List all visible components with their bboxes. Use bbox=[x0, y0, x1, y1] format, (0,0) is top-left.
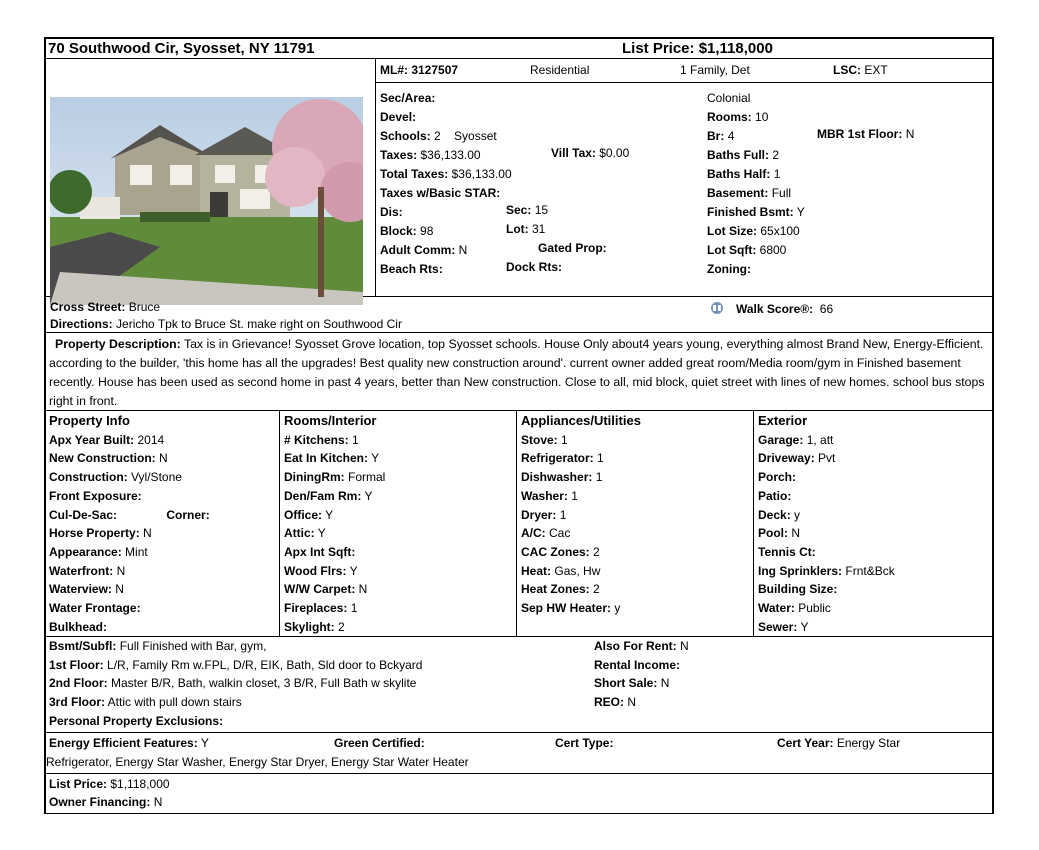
field-kitchens: # Kitchens: 1 bbox=[284, 432, 359, 447]
field-dock-rts: Dock Rts: bbox=[506, 260, 563, 274]
energy-features-list: Refrigerator, Energy Star Washer, Energy Star Dryer, Energy Star Water Heater bbox=[46, 755, 469, 769]
exterior-column bbox=[758, 412, 895, 636]
appliances-column bbox=[521, 412, 641, 618]
field-construction: Construction: Vyl/Stone bbox=[49, 470, 182, 485]
field-ww-carpet: W/W Carpet: N bbox=[284, 582, 368, 597]
field-den-fam-room: Den/Fam Rm: Y bbox=[284, 488, 373, 503]
header-row bbox=[44, 37, 994, 59]
lsc: LSC: EXT bbox=[833, 63, 888, 77]
rooms-interior-column bbox=[284, 412, 385, 636]
field-garage: Garage: 1, att bbox=[758, 432, 834, 447]
field-heat-zones: Heat Zones: 2 bbox=[521, 582, 600, 597]
field-water-frontage: Water Frontage: bbox=[49, 601, 141, 616]
property-type: Residential bbox=[530, 63, 590, 77]
divider bbox=[375, 59, 376, 296]
footer-block bbox=[44, 774, 994, 814]
mls-number: ML#: 3127507 bbox=[380, 63, 459, 77]
rent-list bbox=[594, 637, 689, 712]
field-stove: Stove: 1 bbox=[521, 432, 568, 447]
field-lot-size: Lot Size: 65x100 bbox=[707, 224, 800, 238]
field-porch: Porch: bbox=[758, 470, 797, 485]
address: 70 Southwood Cir, Syosset, NY 11791 bbox=[48, 40, 315, 57]
description-block bbox=[44, 333, 994, 411]
field-bsmt-subfl: Bsmt/Subfl: Full Finished with Bar, gym, bbox=[49, 639, 267, 653]
property-info-column bbox=[49, 412, 210, 636]
field-washer: Washer: 1 bbox=[521, 488, 578, 503]
field-baths-full: Baths Full: 2 bbox=[707, 148, 780, 162]
field-sprinklers: Ing Sprinklers: Frnt&Bck bbox=[758, 563, 895, 578]
field-devel: Devel: bbox=[380, 110, 417, 124]
field-deck: Deck: y bbox=[758, 507, 801, 522]
field-sec: Sec: 15 bbox=[506, 203, 549, 217]
field-lot-sqft: Lot Sqft: 6800 bbox=[707, 243, 787, 257]
energy-block bbox=[44, 733, 994, 774]
field-driveway: Driveway: Pvt bbox=[758, 451, 836, 466]
field-also-for-rent: Also For Rent: N bbox=[594, 639, 689, 653]
field-fireplaces: Fireplaces: 1 bbox=[284, 601, 358, 616]
field-sec-area: Sec/Area: bbox=[380, 91, 436, 105]
field-bulkhead: Bulkhead: bbox=[49, 619, 108, 634]
list-price: List Price: $1,118,000 bbox=[622, 40, 773, 57]
field-baths-half: Baths Half: 1 bbox=[707, 167, 781, 181]
rooms-interior-heading: Rooms/Interior bbox=[284, 413, 377, 428]
listing-sheet bbox=[44, 37, 994, 814]
field-br: Br: 4 bbox=[707, 129, 735, 143]
field-lot: Lot: 31 bbox=[506, 222, 546, 236]
details-columns bbox=[44, 411, 994, 637]
field-new-construction: New Construction: N bbox=[49, 451, 168, 466]
field-rental-income: Rental Income: bbox=[594, 657, 681, 672]
field-taxes-star: Taxes w/Basic STAR: bbox=[380, 186, 501, 200]
field-short-sale: Short Sale: N bbox=[594, 676, 670, 691]
field-office: Office: Y bbox=[284, 507, 334, 522]
field-gated: Gated Prop: bbox=[538, 241, 607, 255]
field-sewer: Sewer: Y bbox=[758, 619, 809, 634]
field-waterfront: Waterfront: N bbox=[49, 563, 126, 578]
field-tennis-ct: Tennis Ct: bbox=[758, 544, 816, 559]
directions: Directions: Jericho Tpk to Bruce St. make right on Southwood Cir bbox=[50, 317, 402, 331]
right-fields bbox=[707, 89, 805, 279]
cross-street: Cross Street: Bruce bbox=[50, 300, 161, 314]
divider bbox=[279, 411, 280, 636]
field-total-taxes: Total Taxes: $36,133.00 bbox=[380, 167, 512, 181]
field-3rd-floor: 3rd Floor: Attic with pull down stairs bbox=[49, 695, 242, 710]
field-mbr-first-floor: MBR 1st Floor: N bbox=[817, 127, 915, 141]
floor-list bbox=[49, 637, 422, 731]
field-water: Water: Public bbox=[758, 601, 831, 616]
field-heat: Heat: Gas, Hw bbox=[521, 563, 601, 578]
field-dis: Dis: bbox=[380, 205, 403, 219]
left-fields bbox=[380, 89, 512, 279]
field-wood-floors: Wood Flrs: Y bbox=[284, 563, 358, 578]
field-beach-rts: Beach Rts: bbox=[380, 262, 443, 276]
field-green-certified: Green Certified: bbox=[334, 736, 425, 750]
property-style: 1 Family, Det bbox=[680, 63, 750, 77]
field-appearance: Appearance: Mint bbox=[49, 544, 148, 559]
field-zoning: Zoning: bbox=[707, 262, 751, 276]
field-ac: A/C: Cac bbox=[521, 526, 571, 541]
field-block: Block: 98 bbox=[380, 224, 434, 238]
field-cul-de-sac: Cul-De-Sac: Corner: bbox=[49, 507, 210, 522]
field-dining-room: DiningRm: Formal bbox=[284, 470, 386, 485]
field-skylight: Skylight: 2 bbox=[284, 619, 345, 634]
divider bbox=[753, 411, 754, 636]
field-front-exposure: Front Exposure: bbox=[49, 488, 142, 503]
field-horse-property: Horse Property: N bbox=[49, 526, 152, 541]
field-int-sqft: Apx Int Sqft: bbox=[284, 544, 356, 559]
footer-owner-financing: Owner Financing: N bbox=[49, 795, 163, 809]
field-dishwasher: Dishwasher: 1 bbox=[521, 470, 603, 485]
field-waterview: Waterview: N bbox=[49, 582, 124, 597]
field-dryer: Dryer: 1 bbox=[521, 507, 567, 522]
walk-score-icon bbox=[708, 301, 726, 318]
top-info-block bbox=[44, 59, 994, 297]
property-description: Property Description: Tax is in Grievance! Syosset Grove location, top Syosset schools. House Only about4 years young, everything almost Brand New, Energy-Efficient. according to the builder, 'this home has all the upgrades! Best quality new construction around'. current owner added great room/Media room/gym in Finished basement recently. House has been used as second home in past 4 years, better than New construction. Close to all, mid block, quiet street with lines of new homes. school bus stops right in front. bbox=[49, 337, 985, 408]
field-basement: Basement: Full bbox=[707, 186, 792, 200]
field-rooms: Rooms: 10 bbox=[707, 110, 769, 124]
field-style: Colonial bbox=[707, 91, 751, 105]
field-pool: Pool: N bbox=[758, 526, 801, 541]
field-refrigerator: Refrigerator: 1 bbox=[521, 451, 604, 466]
field-finished-bsmt: Finished Bsmt: Y bbox=[707, 205, 805, 219]
field-patio: Patio: bbox=[758, 488, 792, 503]
divider bbox=[516, 411, 517, 636]
divider bbox=[376, 82, 994, 83]
field-energy-efficient: Energy Efficient Features: Y bbox=[49, 736, 209, 750]
field-vill-tax: Vill Tax: $0.00 bbox=[551, 146, 630, 160]
field-1st-floor: 1st Floor: L/R, Family Rm w.FPL, D/R, EIK, Bath, Sld door to Bckyard bbox=[49, 657, 423, 672]
field-sep-hw-heater: Sep HW Heater: y bbox=[521, 601, 621, 616]
exterior-heading: Exterior bbox=[758, 413, 808, 428]
property-info-heading: Property Info bbox=[49, 413, 130, 428]
appliances-heading: Appliances/Utilities bbox=[521, 413, 641, 428]
field-2nd-floor: 2nd Floor: Master B/R, Bath, walkin closet, 3 B/R, Full Bath w skylite bbox=[49, 676, 417, 691]
field-cert-year: Cert Year: Energy Star bbox=[777, 736, 901, 750]
field-building-size: Building Size: bbox=[758, 582, 838, 597]
field-schools: Schools: 2 Syosset bbox=[380, 129, 497, 143]
field-year-built: Apx Year Built: 2014 bbox=[49, 432, 165, 447]
field-cert-type: Cert Type: bbox=[555, 736, 614, 750]
house-photo bbox=[50, 97, 363, 305]
field-adult-comm: Adult Comm: N bbox=[380, 243, 468, 257]
floors-block bbox=[44, 637, 994, 733]
field-reo: REO: N bbox=[594, 695, 637, 710]
field-personal-exclusions: Personal Property Exclusions: bbox=[49, 713, 224, 728]
walk-score: Walk Score®: 66 bbox=[736, 302, 834, 316]
footer-list-price: List Price: $1,118,000 bbox=[49, 777, 170, 791]
field-cac-zones: CAC Zones: 2 bbox=[521, 544, 600, 559]
field-attic: Attic: Y bbox=[284, 526, 326, 541]
field-taxes: Taxes: $36,133.00 bbox=[380, 148, 481, 162]
field-eat-in-kitchen: Eat In Kitchen: Y bbox=[284, 451, 380, 466]
cross-street-block bbox=[44, 297, 994, 333]
